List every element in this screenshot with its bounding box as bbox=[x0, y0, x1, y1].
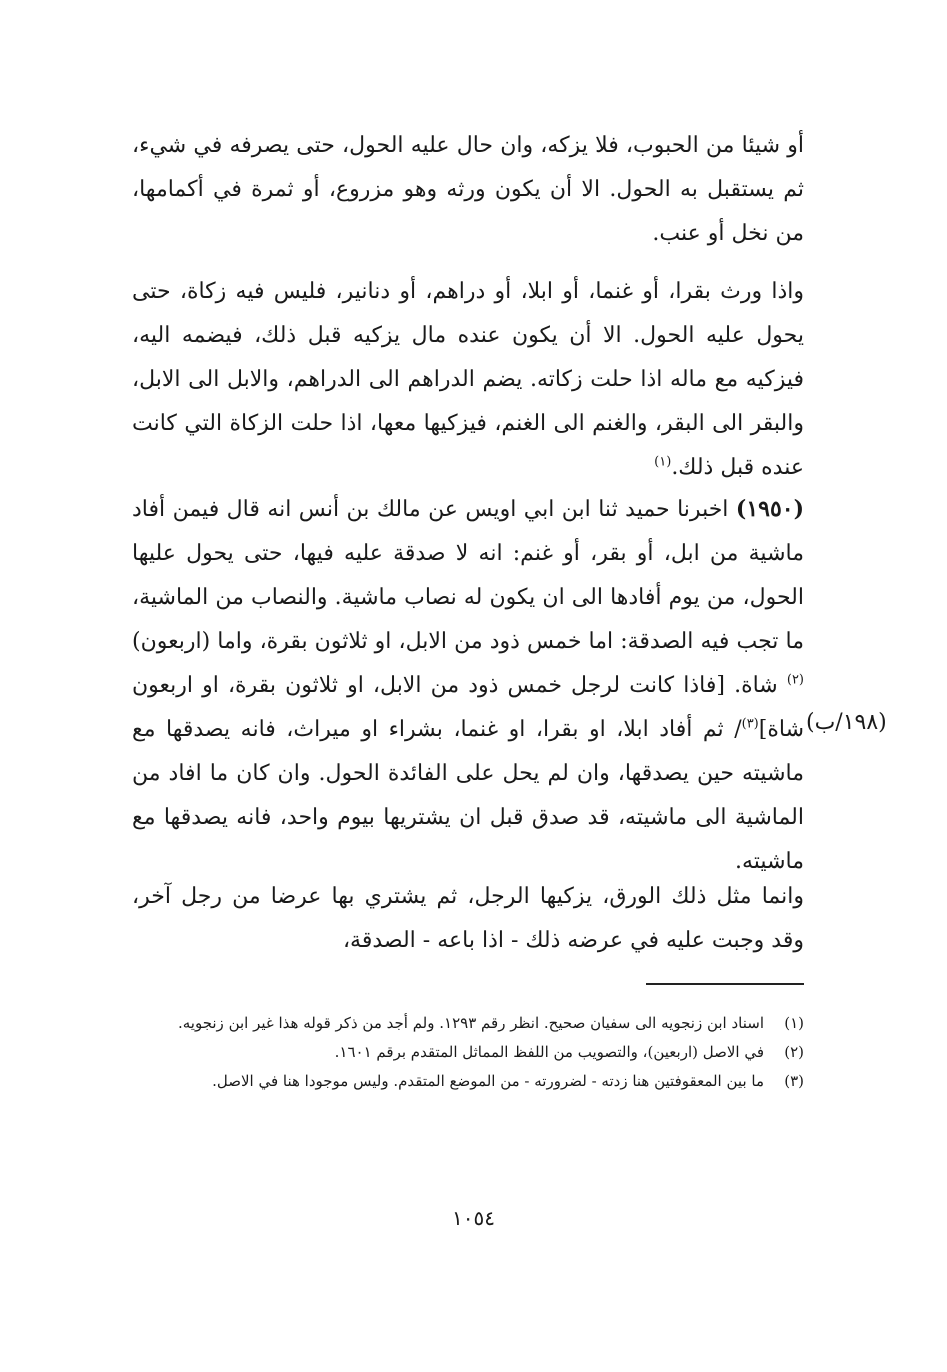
page-number: ١٠٥٤ bbox=[452, 1206, 495, 1230]
paragraph-4 bbox=[132, 875, 804, 963]
footnote-1 bbox=[132, 1010, 804, 1037]
footnote-text: اسناد ابن زنجويه الى سفيان صحيح. انظر رقم ١٢٩٣. ولم أجد من ذكر قوله هذا غير ابن زنجويه. bbox=[177, 1014, 764, 1032]
paragraph-3-text-a: اخبرنا حميد ثنا ابن ابي اويس عن مالك بن أنس انه قال فيمن أفاد ماشية من ابل، أو بقر، أو غنم: انه لا صدقة عليه فيها، حتى يحول عليها الحول، من يوم أفادها الى ان يكون له نصاب ماشية. والنصاب من الماشية، ما تجب فيه الصدقة: اما خمس ذود من الابل، او ثلاثون بقرة، واما (اربعون) bbox=[132, 497, 804, 654]
paragraph-2 bbox=[132, 270, 804, 490]
footnote-text: في الاصل (اربعين)، والتصويب من اللفظ المماثل المتقدم برقم ١٦٠١. bbox=[334, 1043, 764, 1061]
footnote-text: ما بين المعقوفتين هنا زدته - لضرورته - من الموضع المتقدم. وليس موجودا هنا في الاصل. bbox=[212, 1072, 764, 1090]
footnote-ref-3: (٣) bbox=[741, 716, 759, 732]
hadith-number: (١٩٥٠) bbox=[735, 496, 805, 522]
paragraph-1 bbox=[132, 124, 804, 256]
paragraph-3-text-b: شاة. [فاذا كانت لرجل خمس ذود من الابل، او ثلاثون بقرة، او اربعون شاة] bbox=[132, 673, 804, 742]
footnote-divider bbox=[646, 983, 804, 985]
footnote-2 bbox=[132, 1039, 804, 1066]
paragraph-1-text: أو شيئا من الحبوب، فلا يزكه، وان حال عليه الحول، حتى يصرفه في شيء، ثم يستقبل به الحول. الا أن يكون ورثه وهو مزروع، أو ثمرة في أكمامها، من نخل أو عنب. bbox=[132, 133, 804, 246]
paragraph-3-text-c: / ثم أفاد ابلا، او بقرا، او غنما، بشراء او ميراث، فانه يصدقها مع ماشيته حين يصدقها، وان لم يحل على الفائدة الحول. وان كان ما افاد من الماشية الى ماشيته، قد صدق قبل ان يشتريها بيوم واحد، فانه يصدقها مع ماشيته. bbox=[132, 717, 804, 874]
manuscript-folio-note: (١٩٨/ب) bbox=[806, 710, 887, 735]
paragraph-3 bbox=[132, 487, 804, 884]
footnote-number: (٢) bbox=[784, 1043, 804, 1061]
footnote-ref-2: (٢) bbox=[786, 672, 804, 688]
footnotes-section bbox=[132, 1010, 804, 1097]
footnote-number: (٣) bbox=[784, 1072, 804, 1090]
footnote-3 bbox=[132, 1068, 804, 1095]
footnote-number: (١) bbox=[784, 1014, 804, 1032]
footnote-ref-1: (١) bbox=[654, 454, 672, 470]
paragraph-4-text: وانما مثل ذلك الورق، يزكيها الرجل، ثم يشتري بها عرضا من رجل آخر، وقد وجبت عليه في عرضه ذلك - اذا باعه - الصدقة، bbox=[132, 884, 804, 953]
paragraph-2-text: واذا ورث بقرا، أو غنما، أو ابلا، أو دراهم، أو دنانير، فليس فيه زكاة، حتى يحول عليه الحول. الا أن يكون عنده مال يزكيه قبل ذلك، فيضمه اليه، فيزكيه مع ماله اذا حلت زكاته. يضم الدراهم الى الدراهم، والابل الى الابل، والبقر الى البقر، والغنم الى الغنم، فيزكيها معها، اذا حلت الزكاة التي كانت عنده قبل ذلك. bbox=[132, 279, 804, 480]
